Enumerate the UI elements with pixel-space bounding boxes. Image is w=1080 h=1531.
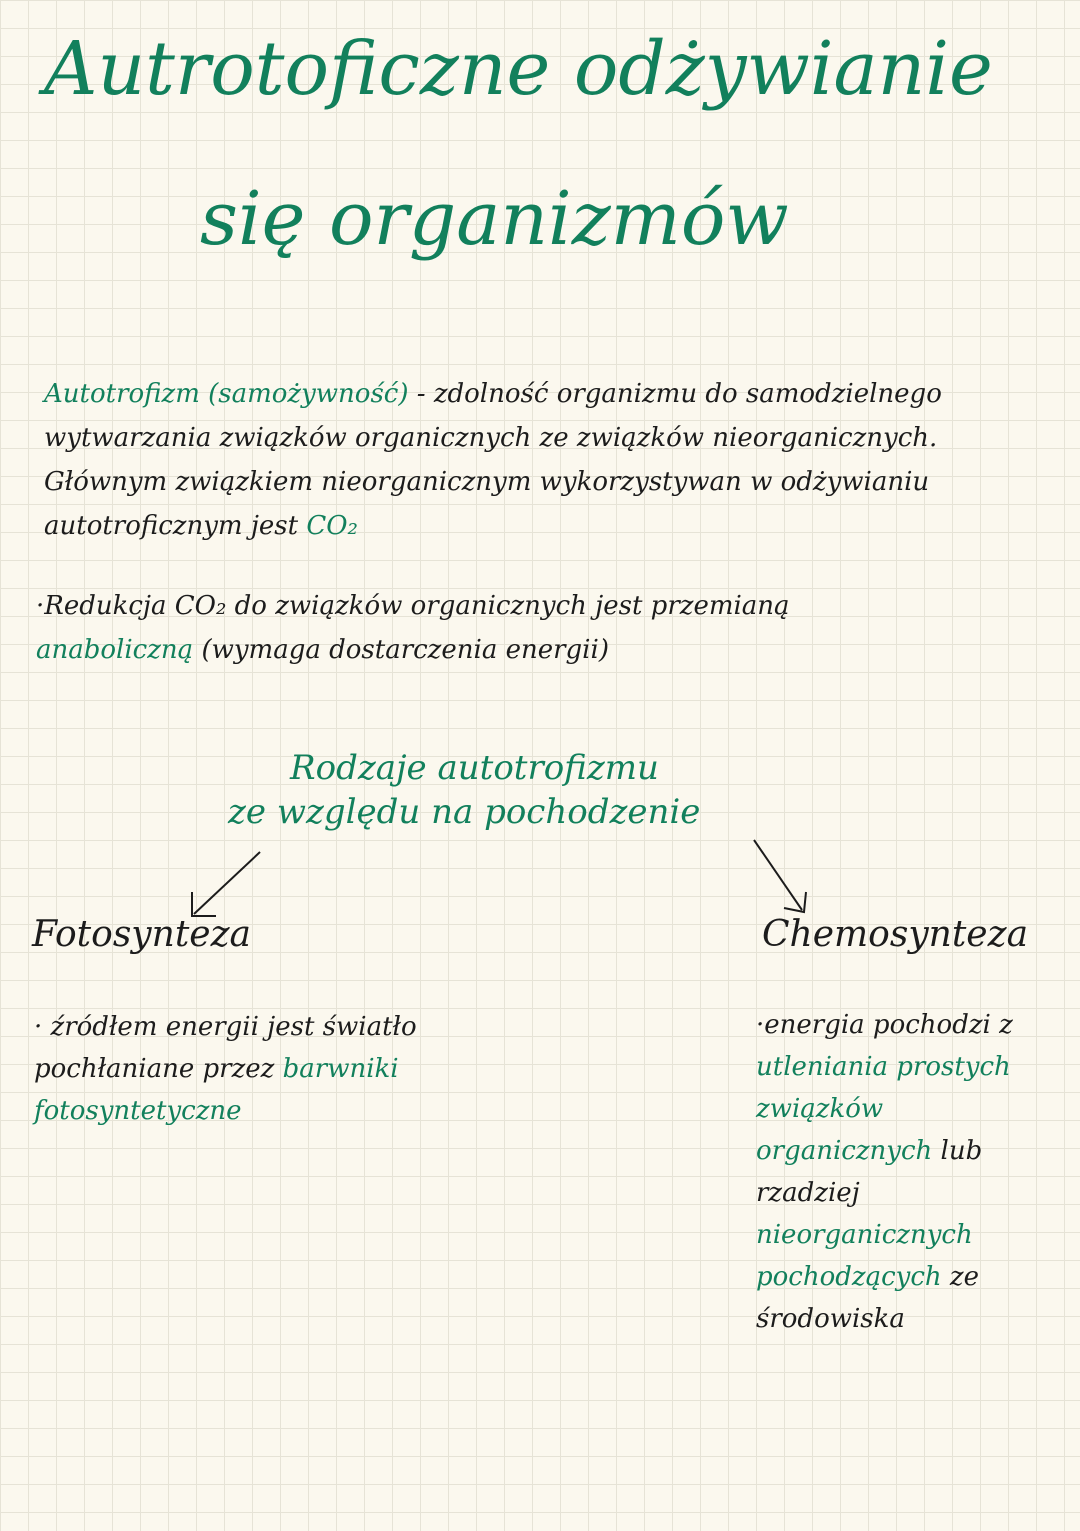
photosynthesis-description <box>34 1006 534 1132</box>
right-arrow-icon <box>748 834 818 924</box>
types-heading-line-1: Rodzaje autotrofizmu <box>290 748 659 788</box>
reduction-text-after: (wymaga dostarczenia energii) <box>193 635 609 665</box>
chemosynthesis-text: ·energia pochodzi z <box>756 1010 1013 1040</box>
anabolic-term: anaboliczną <box>36 635 194 665</box>
types-heading-line-2: ze względu na pochodzenie <box>228 792 701 832</box>
co2-formula: CO₂ <box>306 511 358 541</box>
photosynthesis-title: Fotosynteza <box>32 914 252 955</box>
chemosynthesis-highlight: utleniania prostych związków organicznych <box>756 1052 1011 1166</box>
photosynthesis-text: · źródłem energii jest światło pochłaniane przez <box>34 1012 417 1084</box>
chemosynthesis-text-after: lub rzadziej <box>756 1136 983 1208</box>
chemosynthesis-text-end: ze środowiska <box>756 1262 980 1334</box>
reduction-text: ·Redukcja CO₂ do związków organicznych jest przemianą <box>36 591 790 621</box>
page-title-line-2: się organizmów <box>200 176 789 262</box>
definition-paragraph <box>44 372 1064 548</box>
chemosynthesis-description <box>756 1004 1056 1340</box>
definition-term: Autotrofizm (samożywność) <box>44 379 409 409</box>
chemosynthesis-title: Chemosynteza <box>762 914 1029 955</box>
page-title-line-1: Autrotoficzne odżywianie <box>44 26 993 112</box>
reduction-paragraph <box>36 584 1046 672</box>
photosynthesis-highlight: barwniki fotosyntetyczne <box>34 1054 399 1126</box>
chemosynthesis-highlight-2: nieorganicznych pochodzących <box>756 1220 973 1292</box>
definition-text: - zdolność organizmu do samodzielnego wytwarzania związków organicznych ze związków nieorganicznych. Głównym związkiem nieorganicznym wykorzystywan w odżywianiu autotroficznym jest <box>44 379 942 541</box>
